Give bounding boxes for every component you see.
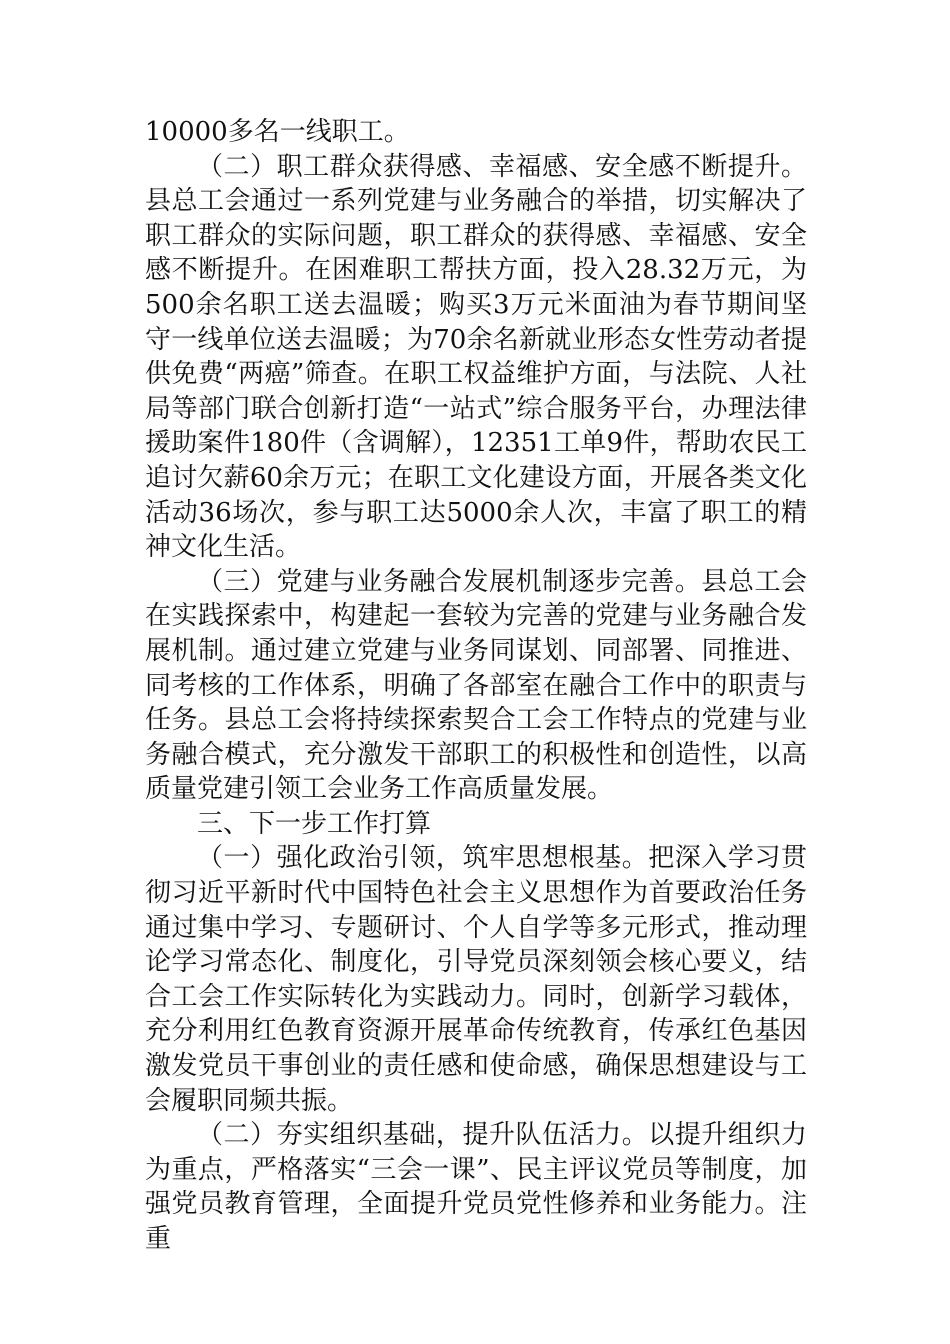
- paragraph-section-2-3: （三）党建与业务融合发展机制逐步完善。县总工会在实践探索中，构建起一套较为完善的党建与业务融合发展机制。通过建立党建与业务同谋划、同部署、同推进、同考核的工作体系，明确了各部室在融合工作中的职责与任务。县总工会将持续探索契合工会工作特点的党建与业务融合模式，充分激发干部职工的积极性和创造性，以高质量党建引领工会业务工作高质量发展。: [145, 566, 807, 805]
- section-heading-3: 三、下一步工作打算: [197, 808, 432, 839]
- paragraph-section-3-1: （一）强化政治引领，筑牢思想根基。把深入学习贯彻习近平新时代中国特色社会主义思想作为首要政治任务通过集中学习、专题研讨、个人自学等多元形式，推动理论学习常态化、制度化，引导党员深刻领会核心要义，结合工会工作实际转化为实践动力。同时，创新学习载体，充分利用红色教育资源开展革命传统教育，传承红色基因激发党员干事创业的责任感和使命感，确保思想建设与工会履职同频共振。: [145, 843, 807, 1116]
- paragraph-section-3-2: （二）夯实组织基础，提升队伍活力。以提升组织力为重点，严格落实“三会一课”、民主评议党员等制度，加强党员教育管理，全面提升党员党性修养和业务能力。注重: [145, 1120, 807, 1254]
- paragraph-section-2-2: （二）职工群众获得感、幸福感、安全感不断提升。县总工会通过一系列党建与业务融合的举措，切实解决了职工群众的实际问题，职工群众的获得感、幸福感、安全感不断提升。在困难职工帮扶方面，投入28.32万元，为500余名职工送去温暖；购买3万元米面油为春节期间坚守一线单位送去温暖；为70余名新就业形态女性劳动者提供免费“两癌”筛查。在职工权益维护方面，与法院、人社局等部门联合创新打造“一站式”综合服务平台，办理法律援助案件180件（含调解），12351工单9件，帮助农民工追讨欠薪60余万元；在职工文化建设方面，开展各类文化活动36场次，参与职工达5000余人次，丰富了职工的精神文化生活。: [145, 151, 807, 563]
- paragraph-continuation: 10000多名一线职工。: [145, 117, 410, 147]
- document-body: [145, 115, 807, 1257]
